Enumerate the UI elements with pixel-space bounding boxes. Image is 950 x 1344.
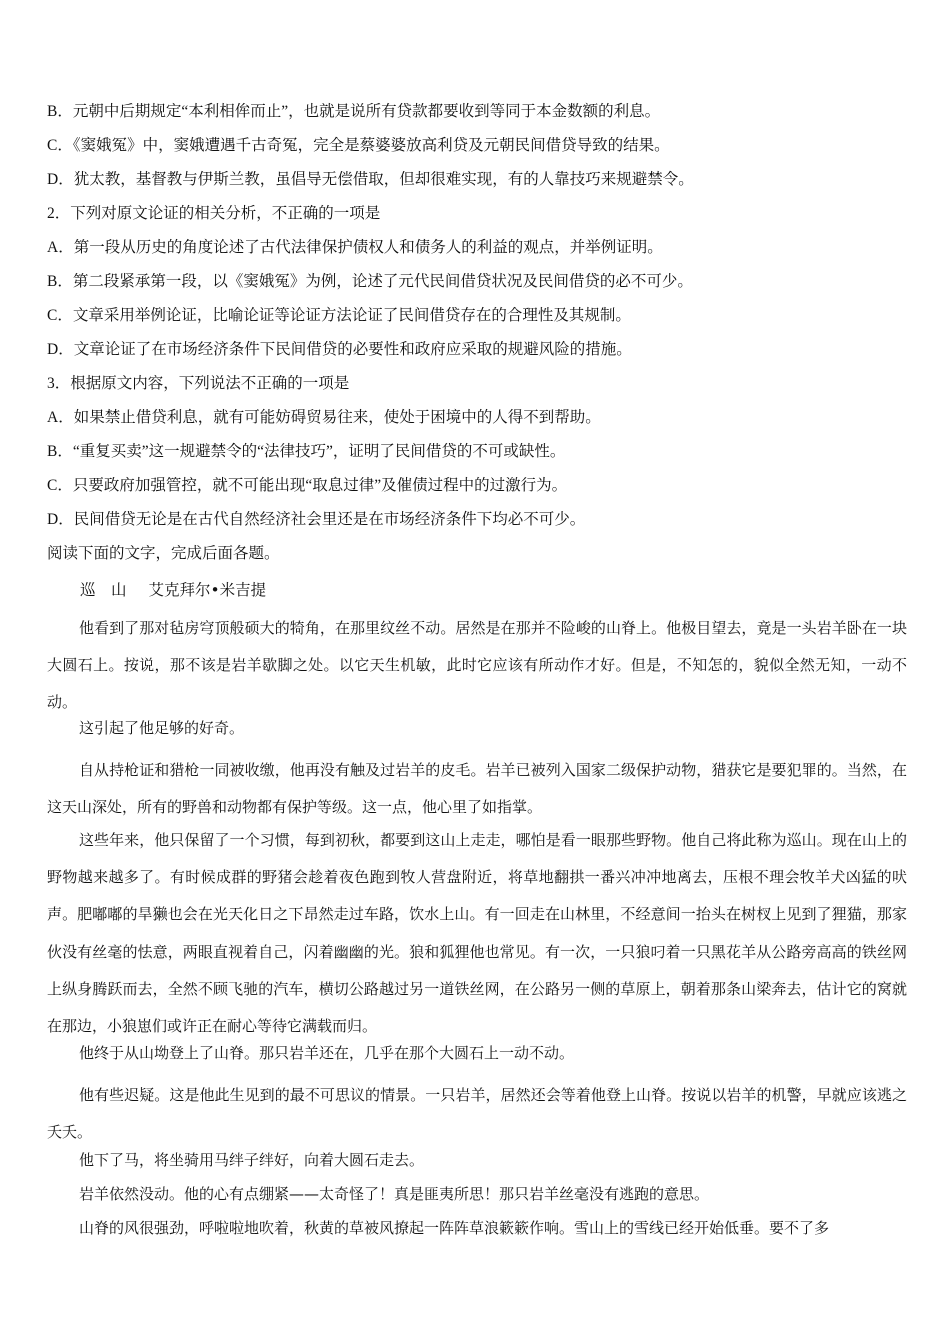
story-paragraph-4: 这些年来，他只保留了一个习惯，每到初秋，都要到这山上走走，哪怕是看一眼那些野物。他自己将此称为巡山。现在山上的野物越来越多了。有时候成群的野猪会趁着夜色跑到牧人营盘附近，将草地翻拱一番兴冲冲地离去，压根不理会牧羊犬凶猛的吠声。肥嘟嘟的旱獭也会在光天化日之下昂然走过车路，饮水上山。有一回走在山林里，不经意间一抬头在树杈上见到了狸猫，那家伙没有丝毫的怯意，两眼直视着自己，闪着幽幽的光。狼和狐狸他也常见。有一次，一只狼叼着一只黑花羊从公路旁高高的铁丝网上纵身腾跃而去，全然不顾飞驰的汽车，横切公路越过另一道铁丝网，在公路另一侧的草原上，朝着那条山梁奔去，估计它的窝就在那边，小狼崽们或许正在耐心等待它满载而归。 (47, 831, 907, 1036)
story-paragraph-9: 山脊的风很强劲，呼啦啦地吹着，秋黄的草被风撩起一阵阵草浪簌簌作响。雪山上的雪线已经开始低垂。要不了多 (79, 1219, 830, 1237)
story-paragraph-7: 他下了马，将坐骑用马绊子绊好，向着大圆石走去。 (79, 1151, 425, 1169)
reading-instruction: 阅读下面的文字，完成后面各题。 (47, 545, 280, 562)
q2-option-b: B．第二段紧承第一段，以《窦娥冤》为例，论述了元代民间借贷状况及民间借贷的必不可少。 (47, 273, 693, 290)
q2-option-c: C．文章采用举例论证，比喻论证等论证方法论证了民间借贷存在的合理性及其规制。 (47, 307, 631, 324)
q3-option-a: A．如果禁止借贷利息，就有可能妨碍贸易往来，使处于困境中的人得不到帮助。 (47, 409, 601, 426)
q1-option-b: B．元朝中后期规定“本利相侔而止”，也就是说所有贷款都要收到等同于本金数额的利息。 (47, 103, 661, 120)
q3-option-b: B．“重复买卖”这一规避禁令的“法律技巧”，证明了民间借贷的不可或缺性。 (47, 443, 566, 460)
story-paragraph-5: 他终于从山坳登上了山脊。那只岩羊还在，几乎在那个大圆石上一动不动。 (79, 1044, 575, 1062)
q1-option-c: C．《窦娥冤》中，窦娥遭遇千古奇冤，完全是蔡婆婆放高利贷及元朝民间借贷导致的结果。 (47, 137, 670, 154)
q2-stem: 2．下列对原文论证的相关分析，不正确的一项是 (47, 205, 381, 222)
q2-option-d: D．文章论证了在市场经济条件下民间借贷的必要性和政府应采取的规避风险的措施。 (47, 341, 632, 358)
story-paragraph-6: 他有些迟疑。这是他此生见到的最不可思议的情景。一只岩羊，居然还会等着他登上山脊。按说以岩羊的机警，早就应该逃之夭夭。 (47, 1086, 907, 1141)
story-paragraph-2: 这引起了他足够的好奇。 (79, 719, 245, 737)
story-author: 艾克拜尔•米吉提 (148, 581, 267, 599)
q2-option-a: A．第一段从历史的角度论述了古代法律保护债权人和债务人的利益的观点，并举例证明。 (47, 239, 663, 256)
q3-stem: 3．根据原文内容，下列说法不正确的一项是 (47, 375, 350, 392)
q3-option-d: D．民间借贷无论是在古代自然经济社会里还是在市场经济条件下均必不可少。 (47, 511, 586, 528)
story-heading (80, 578, 288, 600)
story-title: 巡 山 (80, 581, 127, 599)
q3-option-c: C．只要政府加强管控，就不可能出现“取息过律”及催债过程中的过激行为。 (47, 477, 568, 494)
story-paragraph-1: 他看到了那对毡房穹顶般硕大的犄角，在那里纹丝不动。居然是在那并不险峻的山脊上。他极目望去，竟是一头岩羊卧在一块大圆石上。按说，那不该是岩羊歇脚之处。以它天生机敏，此时它应该有所动作才好。但是，不知怎的，貌似全然无知，一动不动。 (47, 619, 907, 711)
story-paragraph-3: 自从持枪证和猎枪一同被收缴，他再没有触及过岩羊的皮毛。岩羊已被列入国家二级保护动物，猎获它是要犯罪的。当然，在这天山深处，所有的野兽和动物都有保护等级。这一点，他心里了如指掌。 (47, 761, 907, 816)
q1-option-d: D．犹太教，基督教与伊斯兰教，虽倡导无偿借取，但却很难实现，有的人靠技巧来规避禁令。 (47, 171, 694, 188)
story-paragraph-8: 岩羊依然没动。他的心有点绷紧——太奇怪了！真是匪夷所思！那只岩羊丝毫没有逃跑的意思。 (79, 1185, 710, 1203)
